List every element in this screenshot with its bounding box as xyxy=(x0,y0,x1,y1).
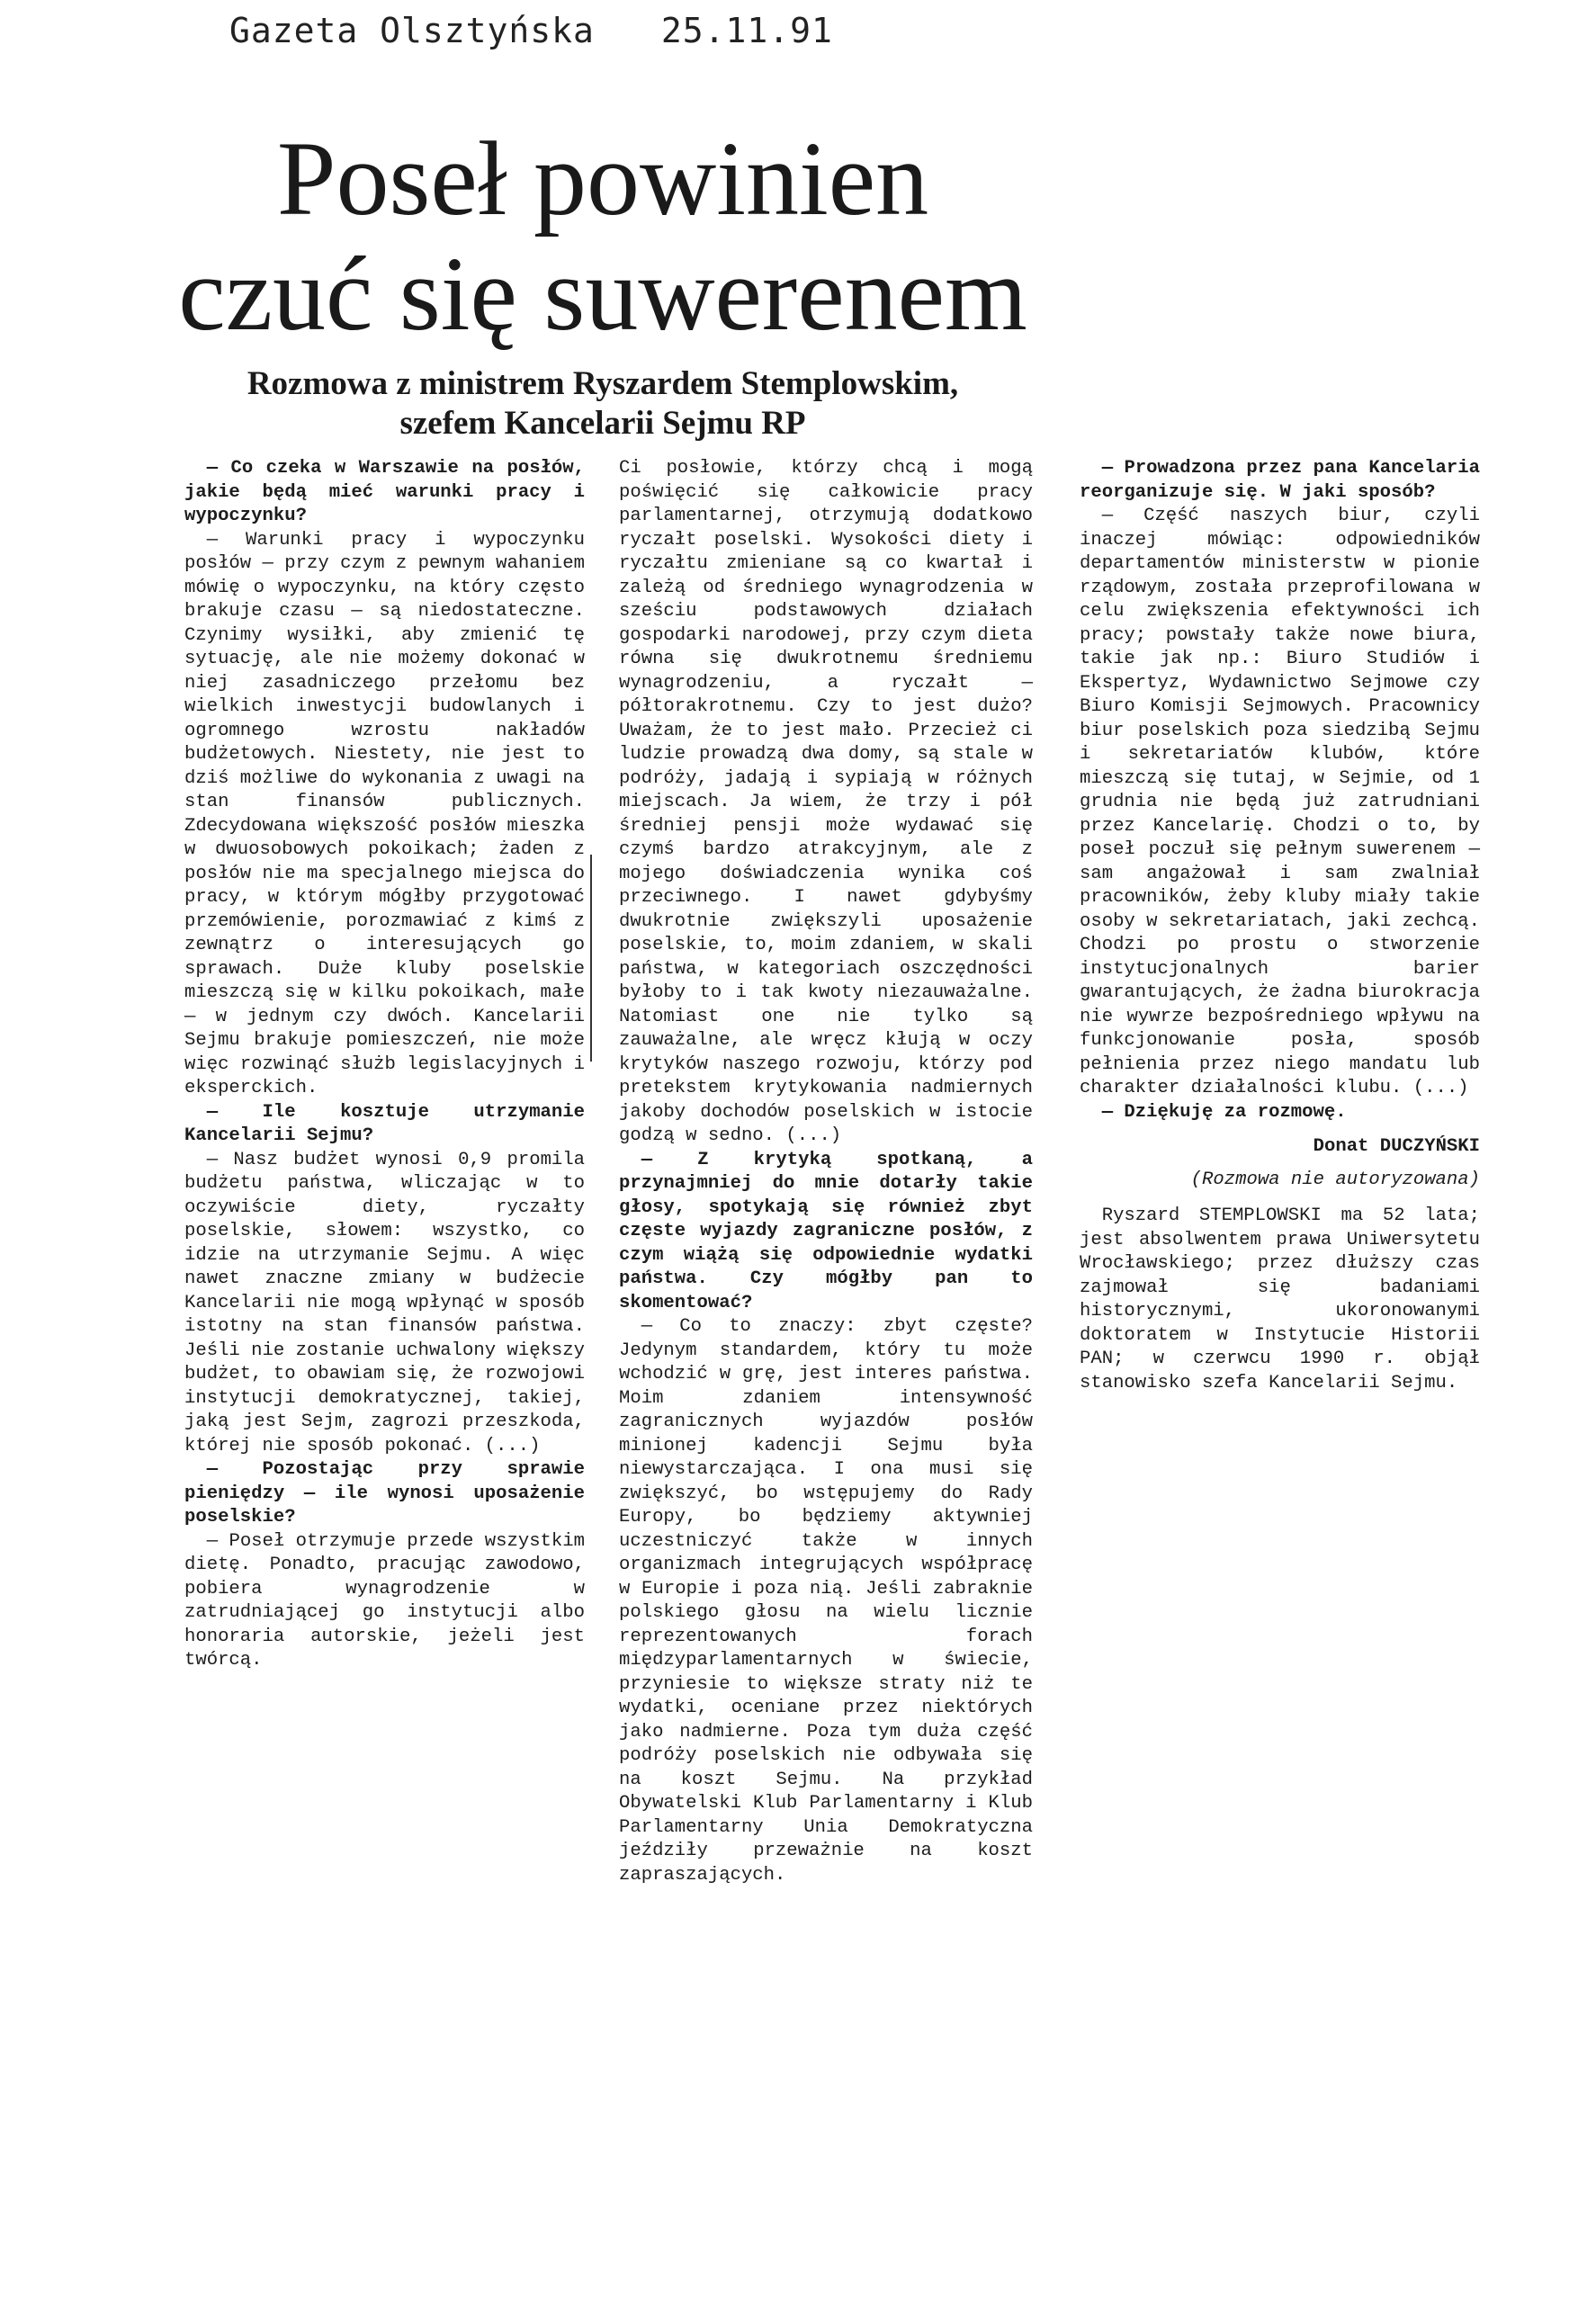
answer-4: — Co to znaczy: zbyt częste? Jedynym standardem, który tu może wchodzić w grę, jest interes państwa. Moim zdaniem intensywność zagranicznych wyjazdów posłów minionej kadencji Sejmu była niewystarczająca. I ona musi się zwiększyć, bo wstępujemy do Rady Europy, bo będziemy aktywniej uczestniczyć także w innych organizmach integrujących współpracę w Europie i poza nią. Jeśli zabraknie polskiego głosu na wielu licznie reprezentowanych forach międzyparlamentarnych w świecie, przyniesie to większe straty niż te wydatki, oceniane przez niektórych jako nadmierne. Poza tym duża część podróży poselskich nie odbywała się na koszt Sejmu. Na przykład Obywatelski Klub Parlamentarny i Klub Parlamentarny Unia Demokratyczna jeździły przeważnie na koszt zapraszających. xyxy=(619,1316,1033,1886)
question-5: — Prowadzona przez pana Kancelaria reorganizuje się. W jaki sposób? xyxy=(1080,458,1480,503)
article-column-3 xyxy=(1080,457,1480,1395)
subheadline-line-1: Rozmowa z ministrem Ryszardem Stemplowskim, xyxy=(247,365,959,402)
question-3: — Pozostając przy sprawie pieniędzy — ile wynosi uposażenie poselskie? xyxy=(184,1459,585,1528)
answer-3: — Poseł otrzymuje przede wszystkim dietę. Ponadto, pracując zawodowo, pobiera wynagrodzenie w zatrudniającej go instytucji albo honoraria autorskie, jeżeli jest twórcą. xyxy=(184,1530,585,1671)
question-2: — Ile kosztuje utrzymanie Kancelarii Sejmu? xyxy=(184,1101,585,1146)
article-column-1 xyxy=(184,457,585,1673)
question-1: — Co czeka w Warszawie na posłów, jakie będą mieć warunki pracy i wypoczynku? xyxy=(184,458,585,526)
closing-thanks: — Dziękuję za rozmowę. xyxy=(1101,1101,1347,1123)
newspaper-name: Gazeta Olsztyńska xyxy=(229,11,595,50)
authorization-note: (Rozmowa nie autoryzowana) xyxy=(1190,1169,1480,1190)
article-column-2 xyxy=(619,457,1033,1887)
answer-5: — Część naszych biur, czyli inaczej mówiąc: odpowiedników departamentów ministerstw w pionie rządowym, została przeprofilowana w celu zwiększenia efektywności ich pracy; powstały także nowe biura, takie jak np.: Biuro Studiów i Ekspertyz, Wydawnictwo Sejmowe czy Biuro Komisji Sejmowych. Pracownicy biur poselskich poza siedzibą Sejmu i sekretariatów klubów, które mieszczą się tutaj, w Sejmie, od 1 grudnia nie będą już zatrudniani przez Kancelarię. Chodzi o to, by poseł poczuł się pełnym suwerenem — sam angażował i sam zwalniał pracowników, żeby kluby miały takie osoby w sekretariatach, jaki zechcą. Chodzi po prostu o stworzenie instytucjonalnych barier gwarantujących, że żadna biurokracja nie wywrze bezpośredniego wpływu na funkcjonowanie posła, sposób pełnienia przez niego mandatu lub charakter działalności klubu. (...) xyxy=(1080,506,1480,1098)
question-4: — Z krytyką spotkaną, a przynajmniej do mnie dotarły takie głosy, spotykają się również zbyt częste wyjazdy zagraniczne posłów, z czym wiążą się odpowiednie wydatki państwa. Czy mógłby pan to skomentować? xyxy=(619,1149,1033,1313)
answer-1: — Warunki pracy i wypoczynku posłów — przy czym z pewnym wahaniem mówię o wypoczynku, na który często brakuje czasu — są niedostateczne. Czynimy wysiłki, aby zmienić tę sytuację, ale nie możemy dokonać w niej zasadniczego przełomu bez wielkich inwestycji budowlanych i ogromnego wzrostu nakładów budżetowych. Niestety, nie jest to dziś możliwe do wykonania z uwagi na stan finansów publicznych. Zdecydowana większość posłów mieszka w dwuosobowych pokoikach; żaden z posłów nie ma specjalnego miejsca do pracy, w którym mógłby przygotować przemówienie, porozmawiać z kimś z zewnątrz o interesujących go sprawach. Duże kluby poselskie mieszczą się w kilku pokoikach, małe — w jednym czy dwóch. Kancelarii Sejmu brakuje pomieszczeń, nie może więc rozwinąć służb legislacyjnych i eksperckich. xyxy=(184,529,585,1098)
subheadline xyxy=(153,364,1053,444)
issue-date: 25.11.91 xyxy=(660,11,833,50)
headline-line-2: czuć się suwerenem xyxy=(178,235,1027,353)
headline xyxy=(135,121,1071,352)
column-rule xyxy=(590,855,592,1062)
masthead xyxy=(229,11,833,50)
headline-line-1: Poseł powinien xyxy=(276,120,929,237)
subheadline-line-2: szefem Kancelarii Sejmu RP xyxy=(399,405,806,442)
answer-3-continued: Ci posłowie, którzy chcą i mogą poświęcić się całkowicie pracy parlamentarnej, otrzymują dodatkowo ryczałt poselski. Wysokości diety i ryczałtu zmieniane są co kwartał i zależą od średniego wynagrodzenia w sześciu podstawowych działach gospodarki narodowej, przy czym dieta równa się dwukrotnemu średniemu wynagrodzeniu, a ryczałt — półtorakrotnemu. Czy to jest dużo? Uważam, że to jest mało. Przecież ci ludzie prowadzą dwa domy, są stale w podróży, jadają i sypiają w różnych miejscach. Ja wiem, że trzy i pół średniej pensji może wydawać się czymś bardzo atrakcyjnym, ale z mojego doświadczenia wynika coś przeciwnego. I nawet gdybyśmy dwukrotnie zwiększyli uposażenie poselskie, to, moim zdaniem, w skali państwa, w kategoriach oszczędności byłoby to i tak kwoty niezauważalne. Natomiast one nie tylko są zauważalne, ale wręcz kłują w oczy krytyków naszego rozwoju, którzy pod pretekstem krytykowania nadmiernych jakoby dochodów poselskich w istocie godzą w sedno. (...) xyxy=(619,458,1033,1146)
author-byline: Donat DUCZYŃSKI xyxy=(1313,1136,1480,1157)
biography-note: Ryszard STEMPLOWSKI ma 52 lata; jest absolwentem prawa Uniwersytetu Wrocławskiego; przez dłuższy czas zajmował się badaniami historycznymi, ukoronowanymi doktoratem w Instytucie Historii PAN; w czerwcu 1990 r. objął stanowisko szefa Kancelarii Sejmu. xyxy=(1080,1205,1480,1393)
answer-2: — Nasz budżet wynosi 0,9 promila budżetu państwa, wliczając w to oczywiście diety, ryczałty poselskie, słowem: wszystko, co idzie na utrzymanie Sejmu. A więc nawet znaczne zmiany w budżecie Kancelarii nie mogą wpłynąć w sposób istotny na stan finansów państwa. Jeśli nie zostanie uchwalony większy budżet, to obawiam się, że rozwojowi instytucji demokratycznej, takiej, jaką jest Sejm, zagrozi przeszkoda, której nie sposób pokonać. (...) xyxy=(184,1149,585,1456)
